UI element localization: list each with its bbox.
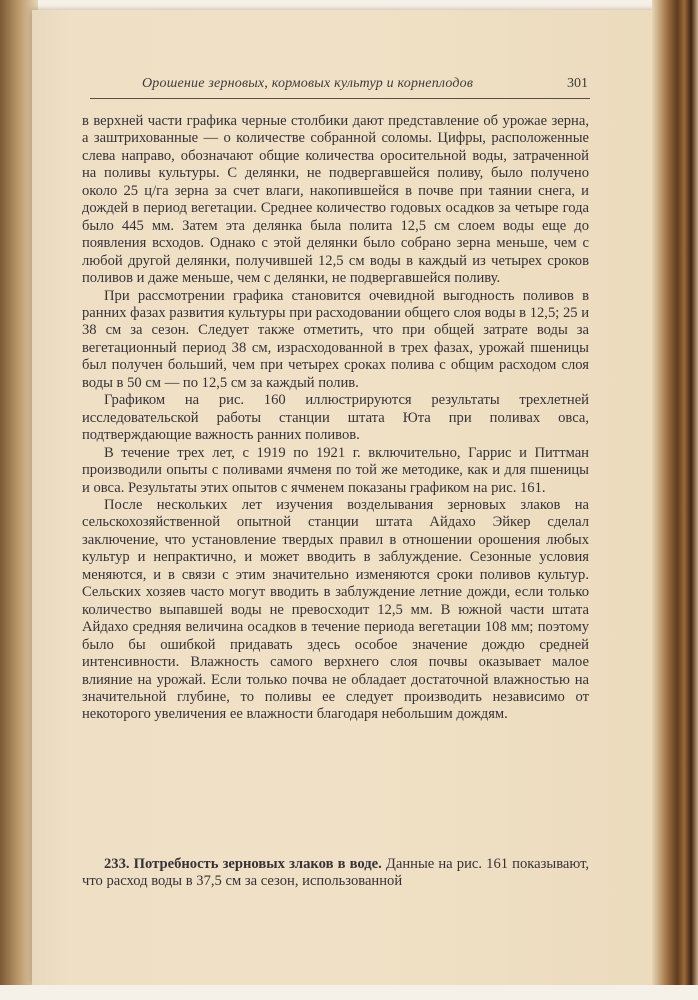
section-text: Данные на рис. 161 показывают, что расход воды в 37,5 см за сезон, использованной bbox=[82, 856, 590, 890]
page-number: 301 bbox=[567, 76, 588, 91]
paragraph-4: В течение трех лет, с 1919 по 1921 г. включительно, Гаррис и Питтман производили опыты с поливами ячменя по той же методике, как и для пшеницы и овса. Результаты этих опытов с ячменем показаны графиком на рис. 161. bbox=[82, 444, 589, 496]
paragraph-3: Графиком на рис. 160 иллюстрируются результаты трехлетней исследовательской работы станции штата Юта при поливах овса, подтверждающие важность ранних поливов. bbox=[82, 392, 589, 444]
book-edge bbox=[652, 0, 698, 1000]
paragraph-2: При рассмотрении графика становится очевидной выгодность поливов в ранних фазах развития культуры при расходовании общего слоя воды в 12,5; 25 и 38 см за сезон. Следует также отметить, что при общей затрате воды за вегетационный период 38 см, израсходованной в трех фазах, урожай пшеницы был получен больший, чем при четырех сроках полива с общим расходом слоя воды в 50 см — по 12,5 см за каждый полив. bbox=[82, 287, 589, 391]
scan-bottom-margin bbox=[0, 985, 698, 1000]
body-text bbox=[82, 113, 589, 724]
paragraph-1: в верхней части графика черные столбики дают представление об урожае зерна, а заштрихованные — о количестве собранной соломы. Цифры, расположенные слева направо, обозначают общие количества оросительной воды, затраченной на поливы культуры. С делянки, не подвергавшейся поливу, было получено около 25 ц/га зерна за счет влаги, накопившейся в почве при таянии снега, и дождей в период вегетации. Среднее количество годовых осадков за четыре года было 445 мм. Затем эта делянка была полита 12,5 см слоем воды еще до появления всходов. Однако с этой делянки было собрано зерна меньше, чем с любой другой делянки, получившей 12,5 см воды в каждый из четырех сроков поливов и даже меньше, чем с делянки, не подвергавшейся поливу. bbox=[82, 113, 589, 287]
running-header-title: Орошение зерновых, кормовых культур и корнеплодов bbox=[142, 76, 474, 91]
section-heading: 233. Потребность зерновых злаков в воде. bbox=[104, 856, 382, 872]
paragraph-5: После нескольких лет изучения возделывания зерновых злаков на сельскохозяйственной опытной станции штата Айдахо Эйкер сделал заключение, что установление твердых правил в отношении орошения любых культур и непрактично, и может вводить в заблуждение. Сезонные условия меняются, и в связи с этим значительно изменяются сроки поливов культур. Сельских хозяев часто могут вводить в заблуждение летние дожди, если только количество выпавшей воды не превосходит 12,5 мм. В южной части штата Айдахо средняя величина осадков в течение периода вегетации 108 мм; поэтому было бы ошибкой придавать здесь особое значение дождю средней интенсивности. Влажность самого верхнего слоя почвы оказывает малое влияние на урожай. Если только почва не обладает достаточной влажностью на значительной глубине, то поливы ее следует производить независимо от некоторого увеличения ее влажности благодаря небольшим дождям. bbox=[82, 496, 589, 723]
running-header bbox=[90, 74, 590, 99]
section-233 bbox=[82, 856, 589, 891]
